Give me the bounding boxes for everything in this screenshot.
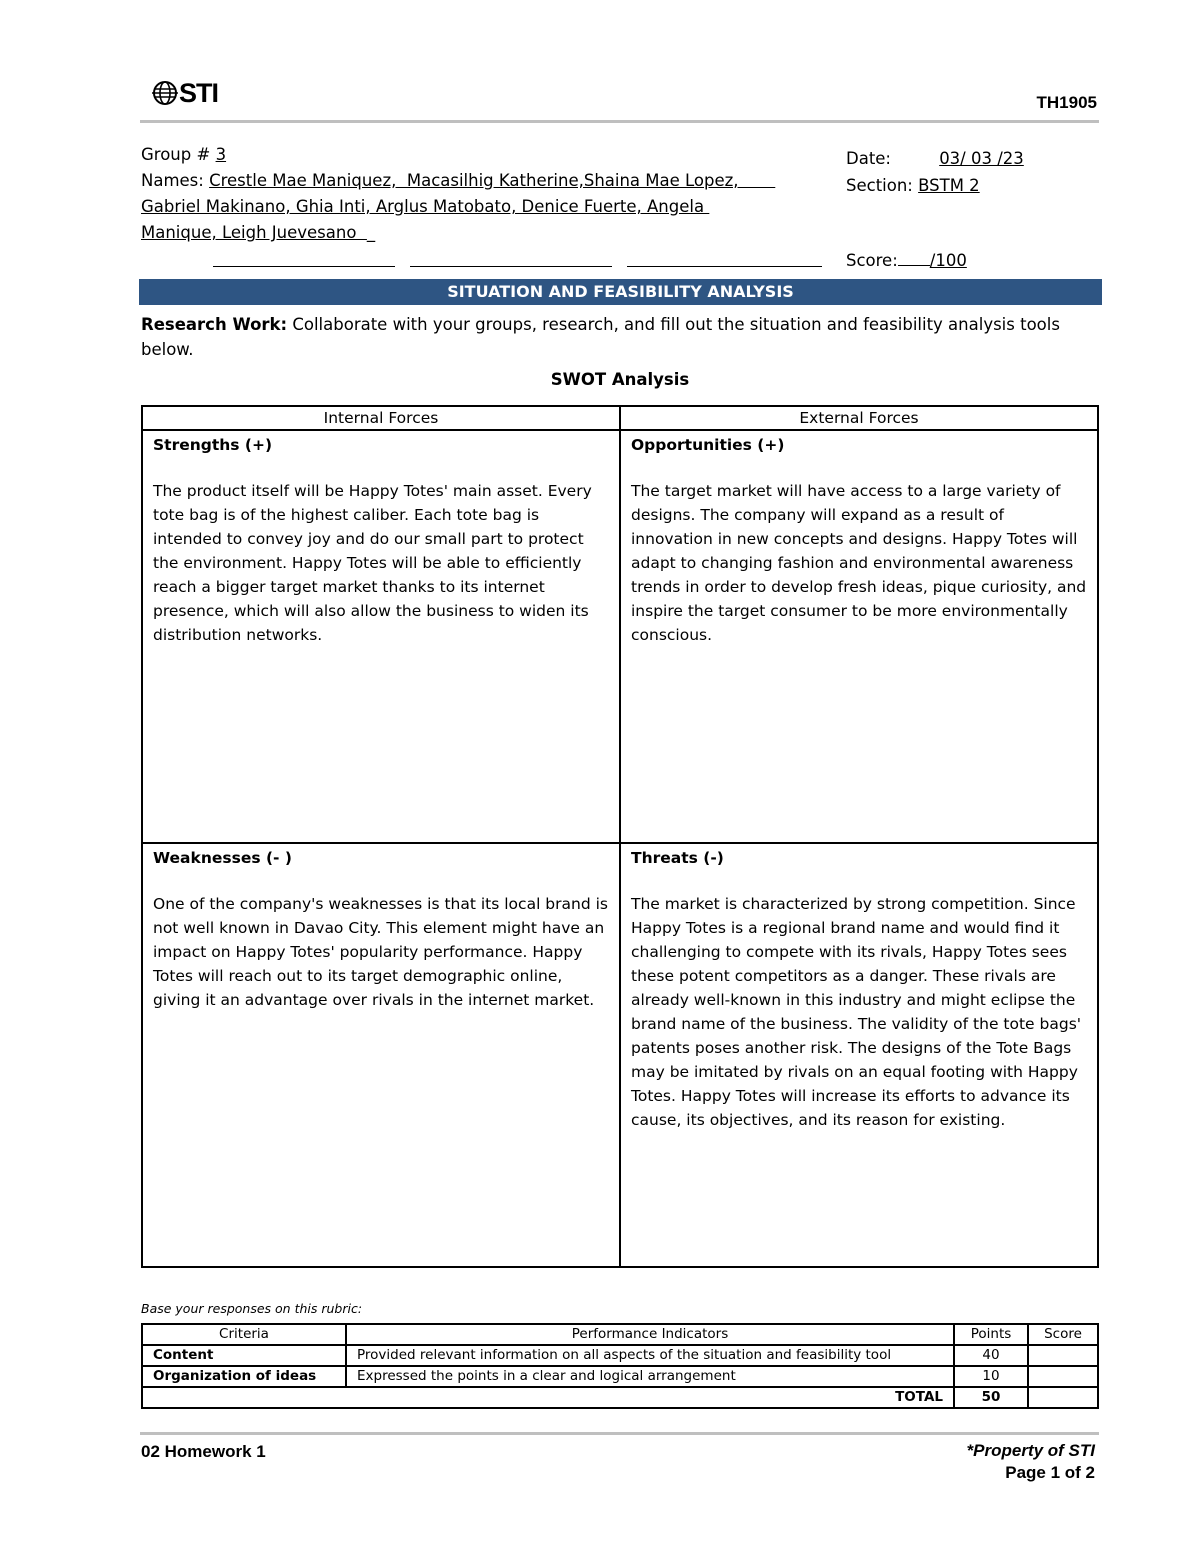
rubric-score[interactable] (1028, 1366, 1098, 1387)
footer-divider (140, 1432, 1099, 1435)
document-code: TH1905 (1036, 93, 1097, 112)
names-tail: _ (366, 223, 376, 242)
rubric-indicator: Expressed the points in a clear and logical arrangement (346, 1366, 954, 1387)
footer-right (967, 1440, 1095, 1484)
score-label: Score: (846, 251, 898, 270)
swot-header-row (142, 406, 1098, 430)
section-label: Section: (846, 176, 919, 195)
footer-page-number: Page 1 of 2 (1005, 1463, 1095, 1482)
strengths-heading: Strengths (+) (153, 436, 273, 454)
rubric-total-label: TOTAL (142, 1387, 954, 1408)
research-text: Collaborate with your groups, research, and fill out the situation and feasibility analysis tools below. (141, 315, 1060, 359)
sti-logo (152, 78, 218, 108)
footer-doc-title: 02 Homework 1 (141, 1442, 266, 1461)
rubric-header-indicators: Performance Indicators (346, 1324, 954, 1345)
opportunities-cell[interactable] (620, 430, 1098, 843)
swot-title: SWOT Analysis (550, 370, 690, 389)
rubric-total-row (142, 1387, 1098, 1408)
group-value[interactable]: 3 (215, 145, 227, 164)
threats-heading: Threats (-) (631, 849, 724, 867)
group-label: Group # (141, 145, 216, 164)
weaknesses-body: One of the company's weaknesses is that its local brand is not well known in Davao City. This element might have an impact on Happy Totes' popularity performance. Happy Totes will reach out to its target demographic online, giving it an advantage over rivals in the internet market. (153, 895, 608, 1009)
rubric-criteria: Content (142, 1345, 346, 1366)
date-label: Date: (846, 149, 891, 168)
names-label: Names: (141, 171, 210, 190)
names-line-3 (141, 220, 831, 246)
blank-line-3 (627, 246, 822, 272)
rubric-row (142, 1345, 1098, 1366)
rubric-table (141, 1323, 1099, 1409)
opportunities-heading: Opportunities (+) (631, 436, 785, 454)
names-block (141, 142, 831, 246)
rubric-header-points: Points (954, 1324, 1028, 1345)
names-value-1[interactable]: Crestle Mae Maniquez, Macasilhig Katherine,Shaina Mae Lopez, (209, 171, 776, 190)
swot-table (141, 405, 1099, 1268)
rubric-note: Base your responses on this rubric: (141, 1301, 363, 1316)
opportunities-body: The target market will have access to a large variety of designs. The company will expand as a result of innovation in new concepts and designs. Happy Totes will adapt to changing fashion and environmental awareness trends in order to develop fresh ideas, pique curiosity, and inspire the target consumer to be more environmentally conscious. (631, 482, 1087, 644)
names-line-1 (141, 168, 831, 194)
strengths-body: The product itself will be Happy Totes' main asset. Every tote bag is of the highest caliber. Each tote bag is intended to convey joy and do our small part to protect the environment. Happy Totes will be able to efficiently reach a bigger target market thanks to its internet presence, which will also allow the business to widen its distribution networks. (153, 482, 592, 644)
rubric-header-score: Score (1028, 1324, 1098, 1345)
swot-row-positive (142, 430, 1098, 843)
swot-row-negative (142, 843, 1098, 1267)
score-blank[interactable] (898, 248, 930, 266)
names-value-3[interactable]: Manique, Leigh Juevesano (141, 223, 367, 242)
score-line (846, 248, 967, 274)
external-forces-header: External Forces (620, 406, 1098, 430)
header-divider (140, 120, 1099, 123)
section-line (846, 173, 1073, 199)
date-line (846, 146, 1072, 172)
rubric-total-points: 50 (954, 1387, 1028, 1408)
rubric-indicator: Provided relevant information on all aspects of the situation and feasibility tool (346, 1345, 954, 1366)
rubric-header-row (142, 1324, 1098, 1345)
rubric-score[interactable] (1028, 1345, 1098, 1366)
threats-body: The market is characterized by strong competition. Since Happy Totes is a regional brand name and would find it challenging to compete with its rivals, Happy Totes sees these potent competitors as a danger. These rivals are already well-known in this industry and might eclipse the brand name of the business. The validity of the tote bags' patents poses another risk. The designs of the Tote Bags may be imitated by rivals on an equal footing with Happy Totes. Happy Totes will increase its efforts to advance its cause, its objectives, and its reason for existing. (631, 895, 1082, 1129)
sti-globe-icon (152, 80, 178, 106)
date-value[interactable]: 03/ 03 /23 (939, 149, 1024, 168)
rubric-criteria: Organization of ideas (142, 1366, 346, 1387)
weaknesses-cell[interactable] (142, 843, 620, 1267)
blank-line-1 (213, 246, 395, 272)
rubric-header-criteria: Criteria (142, 1324, 346, 1345)
rubric-points: 10 (954, 1366, 1028, 1387)
names-value-2[interactable]: Gabriel Makinano, Ghia Inti, Arglus Matobato, Denice Fuerte, Angela (141, 197, 710, 216)
footer-property: *Property of STI (966, 1441, 1095, 1460)
rubric-points: 40 (954, 1345, 1028, 1366)
threats-cell[interactable] (620, 843, 1098, 1267)
strengths-cell[interactable] (142, 430, 620, 843)
internal-forces-header: Internal Forces (142, 406, 620, 430)
rubric-total-score[interactable] (1028, 1387, 1098, 1408)
blank-line-2 (410, 246, 612, 272)
research-instructions (141, 312, 1101, 362)
research-label: Research Work: (141, 315, 288, 334)
score-total: /100 (929, 251, 967, 270)
section-banner: SITUATION AND FEASIBILITY ANALYSIS (139, 279, 1102, 305)
weaknesses-heading: Weaknesses (- ) (153, 849, 292, 867)
rubric-row (142, 1366, 1098, 1387)
logo-wordmark: STI (179, 78, 219, 108)
section-value[interactable]: BSTM 2 (918, 176, 980, 195)
group-line (141, 142, 831, 168)
